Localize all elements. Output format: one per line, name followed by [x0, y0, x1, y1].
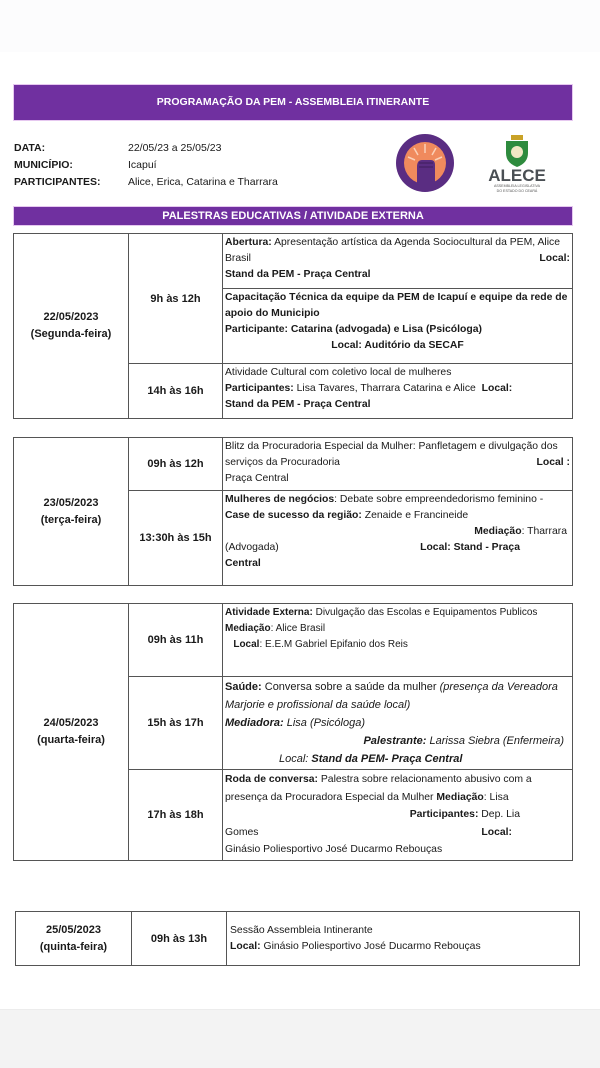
local-value: Ginásio Poliesportivo José Ducarmo Rebouças — [225, 844, 443, 855]
weekday: (quarta-feira) — [37, 734, 105, 746]
local-label: Local — [233, 639, 260, 650]
activity-cell — [223, 677, 573, 770]
local-label: Local: — [279, 753, 309, 765]
local-label: Local: — [539, 253, 570, 264]
local-label: Local : — [536, 457, 570, 468]
activity-text: Sessão Assembleia Intinerante — [230, 924, 373, 936]
time-cell: 17h às 18h — [129, 770, 223, 861]
activity-title: Abertura: — [225, 237, 272, 248]
activity-cell — [223, 234, 573, 289]
participantes-cont: Gomes — [225, 826, 259, 838]
schedule-table-day-1 — [13, 233, 573, 419]
section-title: PALESTRAS EDUCATIVAS / ATIVIDADE EXTERNA — [14, 207, 572, 225]
activity-cell — [223, 770, 573, 861]
info-row-participantes — [14, 174, 278, 191]
data-label: DATA: — [14, 142, 46, 154]
activity-cell — [223, 491, 573, 586]
local-value: : E.E.M Gabriel Epifanio dos Reis — [259, 639, 408, 650]
local-value: Ginásio Poliesportivo José Ducarmo Rebouças — [260, 940, 481, 952]
palestrante-label: Palestrante: — [363, 735, 427, 747]
mediadora-value: Lisa (Psicóloga) — [283, 717, 366, 729]
alece-logo-text: ALECE — [488, 166, 546, 185]
palestrante-value: Larissa Siebra (Enfermeira) — [426, 735, 564, 747]
participantes-label: Participantes: — [409, 809, 479, 820]
date: 22/05/2023 — [43, 311, 99, 323]
table-row — [14, 438, 573, 491]
pem-logo-icon — [395, 133, 455, 193]
date: 23/05/2023 — [43, 496, 99, 509]
local-text: Local: Stand - Praça — [420, 542, 520, 553]
activity-text: Palestra sobre relacionamento abusivo com a presença da Procuradora Especial da Mulher — [225, 774, 532, 803]
activity-text-italic: (presença da Vereadora Marjorie e profissional da saúde local) — [225, 681, 558, 711]
info-row-municipio — [14, 157, 278, 174]
date: 25/05/2023 — [45, 923, 102, 936]
activity-title: Mulheres de negócios — [225, 494, 335, 505]
activity-cell — [227, 912, 580, 966]
weekday: (quinta-feira) — [39, 940, 108, 953]
activity-title: Capacitação Técnica da equipe da PEM de Icapuí e equipe da rede de apoio do Municipio — [225, 292, 568, 319]
time-cell: 14h às 16h — [129, 364, 223, 419]
time-cell: 09h às 13h — [132, 912, 227, 966]
mediacao-label: Mediação — [436, 791, 484, 803]
top-margin — [0, 0, 600, 52]
participantes-label: Participantes: — [225, 383, 294, 394]
mediacao-value: : Tharrara — [521, 526, 567, 537]
participantes-value: Lisa Tavares, Tharrara Catarina e Alice — [293, 383, 476, 394]
activity-text: Divulgação das Escolas e Equipamentos Publicos — [312, 607, 538, 618]
local-value: Stand da PEM- Praça Central — [308, 753, 463, 765]
alece-logo-sub2: DO ESTADO DO CEARÁ — [496, 189, 538, 193]
schedule-table-day-3 — [13, 603, 573, 861]
time-cell: 13:30h às 15h — [129, 491, 223, 586]
case-value: Zenaide e Francineide — [361, 510, 469, 521]
local-text: Local: Auditório da SECAF — [331, 340, 464, 351]
activity-text: Blitz da Procuradoria Especial da Mulher: Panfletagem e divulgação dos serviços da Procuradoria — [225, 441, 558, 468]
participantes-label: PARTICIPANTES: — [14, 176, 101, 188]
participante-text: Participante: Catarina (advogada) e Lisa (Psicóloga) — [225, 324, 482, 335]
local-label: Local: — [230, 940, 261, 952]
table-row — [16, 912, 580, 966]
mediacao-value: : Lisa — [483, 791, 509, 803]
local-label: Local: — [481, 826, 512, 838]
time-cell: 09h às 11h — [129, 604, 223, 677]
mediacao-label: Mediação — [474, 526, 522, 537]
weekday: (terça-feira) — [40, 513, 102, 526]
activity-title: Roda de conversa: — [225, 774, 318, 785]
case-label: Case de sucesso da região: — [225, 510, 362, 521]
date-cell — [14, 604, 129, 861]
time-cell: 9h às 12h — [129, 234, 223, 364]
activity-text: Conversa sobre a saúde da mulher — [261, 681, 440, 693]
event-info — [14, 140, 278, 191]
mediacao-value: : Alice Brasil — [270, 623, 326, 634]
date: 24/05/2023 — [43, 717, 99, 729]
alece-logo-icon — [478, 133, 556, 195]
participantes-value: Dep. Lia — [478, 809, 520, 820]
local-label: Local: — [481, 383, 513, 394]
date-cell — [14, 438, 129, 586]
data-value: 22/05/23 a 25/05/23 — [128, 142, 222, 154]
mediadora-label: Mediadora: — [225, 717, 284, 729]
activity-title: Saúde: — [225, 681, 262, 693]
activity-text: : Debate sobre empreendedorismo feminino - — [334, 494, 544, 505]
local-value: Stand da PEM - Praça Central — [225, 399, 371, 410]
local-value: Stand da PEM - Praça Central — [225, 269, 371, 280]
local-value: Praça Central — [225, 473, 289, 484]
local-cont: Central — [225, 558, 261, 569]
activity-cell — [223, 604, 573, 677]
activity-cell — [223, 289, 573, 364]
weekday: (Segunda-feira) — [30, 328, 112, 340]
mediacao-cont: (Advogada) — [225, 542, 279, 553]
activity-cell — [223, 364, 573, 419]
activity-title: Atividade Externa: — [225, 607, 313, 618]
time-cell: 09h às 12h — [129, 438, 223, 491]
participantes-value: Alice, Erica, Catarina e Tharrara — [128, 176, 278, 188]
activity-text: Atividade Cultural com coletivo local de mulheres — [225, 367, 452, 378]
info-row-data — [14, 140, 278, 157]
page-title: PROGRAMAÇÃO DA PEM - ASSEMBLEIA ITINERANTE — [14, 85, 572, 120]
activity-text: Apresentação artística da Agenda Sociocultural da PEM, Alice Brasil — [225, 237, 560, 264]
municipio-label: MUNICÍPIO: — [14, 159, 73, 171]
table-row — [14, 234, 573, 289]
schedule-table-day-4 — [15, 911, 580, 966]
date-cell — [16, 912, 132, 966]
schedule-table-day-2 — [13, 437, 573, 586]
date-cell — [14, 234, 129, 419]
time-cell: 15h às 17h — [129, 677, 223, 770]
bottom-margin — [0, 1009, 600, 1068]
alece-logo-sub1: ASSEMBLEIA LEGISLATIVA — [493, 184, 541, 188]
table-row — [14, 604, 573, 677]
mediacao-label: Mediação — [225, 623, 271, 634]
municipio-value: Icapuí — [128, 159, 157, 171]
activity-cell — [223, 438, 573, 491]
